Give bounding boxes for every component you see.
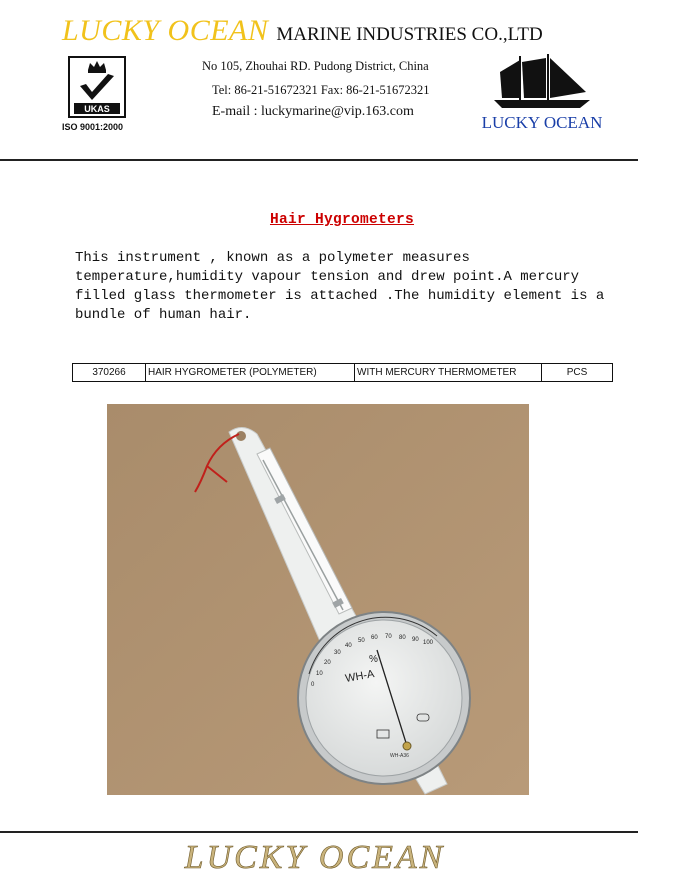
dial-tick-label: 60 bbox=[371, 635, 378, 641]
dial-tick-label: 30 bbox=[334, 650, 341, 656]
footer-divider bbox=[0, 831, 638, 833]
dial-tick-label: 80 bbox=[399, 635, 406, 641]
table-cell-name: HAIR HYGROMETER (POLYMETER) bbox=[146, 364, 355, 382]
ukas-certification-logo bbox=[68, 56, 126, 118]
product-description: This instrument , known as a polymeter measures temperature,humidity vapour tension and drew point.A mercury filled glass thermometer is attached .The humidity element is a bundle of human hair. bbox=[75, 250, 605, 323]
footer-logo-text: LUCKY OCEAN bbox=[184, 839, 446, 876]
dial-tick-label: 100 bbox=[423, 640, 434, 646]
dial-model-label: WH-A bbox=[344, 668, 376, 685]
company-email: E-mail : luckymarine@vip.163.com bbox=[212, 104, 414, 119]
product-title: Hair Hygrometers bbox=[269, 212, 415, 228]
table-cell-spec: WITH MERCURY THERMOMETER bbox=[355, 364, 542, 382]
dial-tick-label: 70 bbox=[385, 634, 392, 640]
header-divider bbox=[0, 159, 638, 161]
dial-unit: % bbox=[369, 654, 378, 665]
product-photo bbox=[107, 404, 529, 795]
dial-tick-label: 90 bbox=[412, 637, 419, 643]
company-brand: LUCKY OCEAN bbox=[62, 14, 269, 47]
dial-mark: WH-A36 bbox=[390, 753, 409, 759]
dial-tick-label: 50 bbox=[358, 638, 365, 644]
dial-tick-label: 40 bbox=[345, 643, 352, 649]
dial-tick-label: 20 bbox=[324, 660, 331, 666]
iso-certification-label: ISO 9001:2000 bbox=[62, 122, 124, 132]
company-address: No 105, Zhouhai RD. Pudong District, China bbox=[202, 59, 429, 73]
table-cell-unit: PCS bbox=[542, 364, 613, 382]
ship-logo-text: LUCKY OCEAN bbox=[481, 113, 603, 132]
company-phone-fax: Tel: 86-21-51672321 Fax: 86-21-51672321 bbox=[212, 83, 430, 97]
ship-logo bbox=[481, 52, 603, 134]
company-name-rest: MARINE INDUSTRIES CO.,LTD bbox=[276, 24, 543, 45]
product-table bbox=[72, 363, 613, 382]
table-cell-code: 370266 bbox=[73, 364, 146, 382]
dial-tick-label: 10 bbox=[316, 671, 323, 677]
sailing-ship-icon bbox=[494, 54, 590, 108]
hygrometer-dial bbox=[298, 612, 470, 784]
dial-tick-label: 0 bbox=[311, 682, 315, 688]
footer-logo bbox=[175, 834, 455, 878]
company-name bbox=[62, 14, 543, 48]
table-row bbox=[73, 364, 613, 382]
ukas-text: UKAS bbox=[84, 104, 110, 114]
